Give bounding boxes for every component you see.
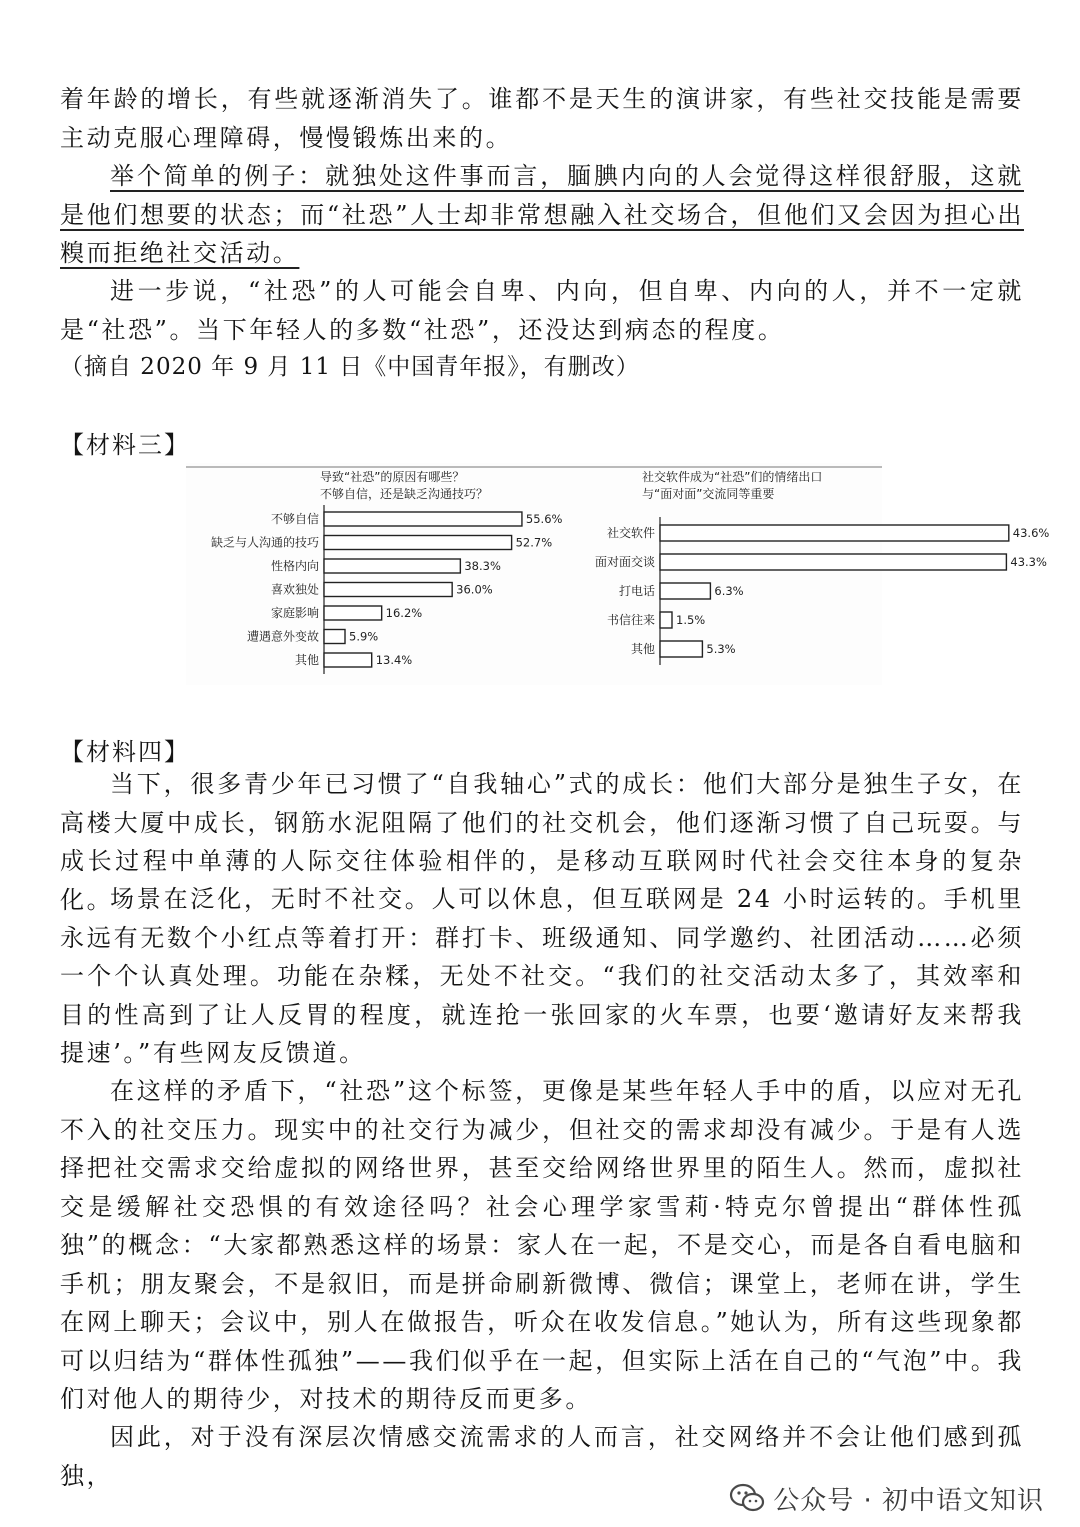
chart-1-value-label: 38.3% <box>464 559 501 573</box>
chart-2-category-label: 打电话 <box>618 584 655 598</box>
chart-2-category-label: 其他 <box>630 642 655 656</box>
chart-2-bar <box>660 554 1006 570</box>
chart-1-bar <box>324 536 512 550</box>
chart-1-bar <box>324 512 522 526</box>
watermark <box>729 1478 1044 1518</box>
chart-1-category-label: 不够自信 <box>270 512 319 526</box>
chart-1-bar <box>324 630 345 644</box>
bar-charts-svg <box>186 463 1050 685</box>
source-citation: （摘自 2020 年 9 月 11 日《中国青年报》，有删改） <box>60 354 640 380</box>
chart-2-value-label: 43.6% <box>1012 526 1050 540</box>
chart-1-bar <box>324 606 382 620</box>
chart-2-title-line-1: 社交软件成为“社恐”们的情绪出口 <box>642 470 823 484</box>
chart-1-category-label: 性格内向 <box>270 559 319 573</box>
paragraph-2-underlined <box>60 157 1024 273</box>
chart-2-bar <box>660 641 702 657</box>
chart-2-value-label: 6.3% <box>714 584 744 598</box>
chart-2-title-line-2: 与“面对面”交流同等重要 <box>642 487 775 501</box>
watermark-text: 公众号 · 初中语文知识 <box>773 1485 1044 1516</box>
chart-background <box>186 463 882 685</box>
chart-1-category-label: 缺乏与人沟通的技巧 <box>210 535 319 550</box>
chart-2-value-label: 43.3% <box>1010 555 1047 569</box>
material-4-paragraph-4: 因此，对于没有深层次情感交流需求的人而言，社交网络并不会让他们感到孤独， <box>60 1423 1024 1490</box>
chart-1-title-line-1: 导致“社恐”的原因有哪些？ <box>320 470 465 484</box>
chart-1-category-label: 喜欢独处 <box>270 582 319 597</box>
chart-2-bar <box>660 525 1009 541</box>
chart-1-title-line-2: 不够自信，还是缺乏沟通技巧？ <box>320 487 489 501</box>
material-4-label: 【材料四】 <box>60 738 190 766</box>
chart-2-category-label: 社交软件 <box>606 526 655 540</box>
material-4-paragraph-1: 当下，很多青少年已习惯了“自我轴心”式的成长：他们大部分是独生子女，在高楼大厦中成长，钢筋水泥阻隔了他们的社交机会，他们逐渐习惯了自己玩耍。与成长过程中单薄的人际交往体验相伴的，是移动互联网时代社会交往本身的复杂化。 <box>60 770 1024 914</box>
paragraph-3: 进一步说，“社恐”的人可能会自卑、内向，但自卑、内向的人，并不一定就是“社恐”。当下年轻人的多数“社恐”，还没达到病态的程度。 <box>60 277 1024 344</box>
chart-2-category-label: 面对面交谈 <box>594 555 655 569</box>
material-3-charts <box>186 463 1050 685</box>
chart-2-bar <box>660 612 672 628</box>
chart-2-bar <box>660 583 710 599</box>
chart-1-value-label: 52.7% <box>515 535 553 550</box>
underlined-text: 举个简单的例子：就独处这件事而言，腼腆内向的人会觉得这样很舒服，这就是他们想要的状态；而“社恐”人士却非常想融入社交场合，但他们又会因为担心出糗而拒绝社交活动。 <box>60 162 1024 267</box>
chart-1-category-label: 遭遇意外变故 <box>246 629 319 644</box>
chart-1-value-label: 13.4% <box>375 653 413 667</box>
chart-1-bar <box>324 653 372 667</box>
material-4-paragraph-3: 在这样的矛盾下，“社恐”这个标签，更像是某些年轻人手中的盾，以应对无孔不入的社交压力。现实中的社交行为减少，但社交的需求却没有减少。于是有人选择把社交需求交给虚拟的网络世界，甚至交给网络世界里的陌生人。然而，虚拟社交是缓解社交恐惧的有效途径吗？社会心理学家雪莉·特克尔曾提出“群体性孤独”的概念：“大家都熟悉这样的场景：家人在一起，不是交心，而是各自看电脑和手机；朋友聚会，不是叙旧，而是拼命刷新微博、微信；课堂上，老师在讲，学生在网上聊天；会议中，别人在做报告，听众在收发信息。”她认为，所有这些现象都可以归结为“群体性孤独”——我们似乎在一起，但实际上活在自己的“气泡”中。我们对他人的期待少，对技术的期待反而更多。 <box>60 1077 1024 1413</box>
chart-1-value-label: 16.2% <box>385 606 423 620</box>
chart-1-category-label: 家庭影响 <box>270 606 319 620</box>
chart-1-bar <box>324 559 460 573</box>
chart-1-value-label: 55.6% <box>525 512 563 526</box>
chart-2-category-label: 书信往来 <box>606 613 655 627</box>
chart-1-value-label: 36.0% <box>456 582 493 597</box>
chart-2-value-label: 1.5% <box>676 613 706 627</box>
chart-1-category-label: 其他 <box>294 653 319 667</box>
chart-1-value-label: 5.9% <box>349 629 379 644</box>
chart-1-bar <box>324 583 452 597</box>
material-4-paragraph-2: 场景在泛化，无时不社交。人可以休息，但互联网是 24 小时运转的。手机里永远有无数个小红点等着打开：群打卡、班级通知、同学邀约、社团活动……必须一个个认真处理。功能在杂糅，无处不社交。“我们的社交活动太多了，其效率和目的性高到了让人反胃的程度，就连抢一张回家的火车票，也要‘邀请好友来帮我提速’。”有些网友反馈道。 <box>60 885 1024 1067</box>
material-3-label: 【材料三】 <box>60 431 190 459</box>
paragraph-1: 着年龄的增长，有些就逐渐消失了。谁都不是天生的演讲家，有些社交技能是需要主动克服心理障碍，慢慢锻炼出来的。 <box>60 85 1024 152</box>
chart-2-value-label: 5.3% <box>706 642 736 656</box>
wechat-icon <box>729 1483 765 1513</box>
